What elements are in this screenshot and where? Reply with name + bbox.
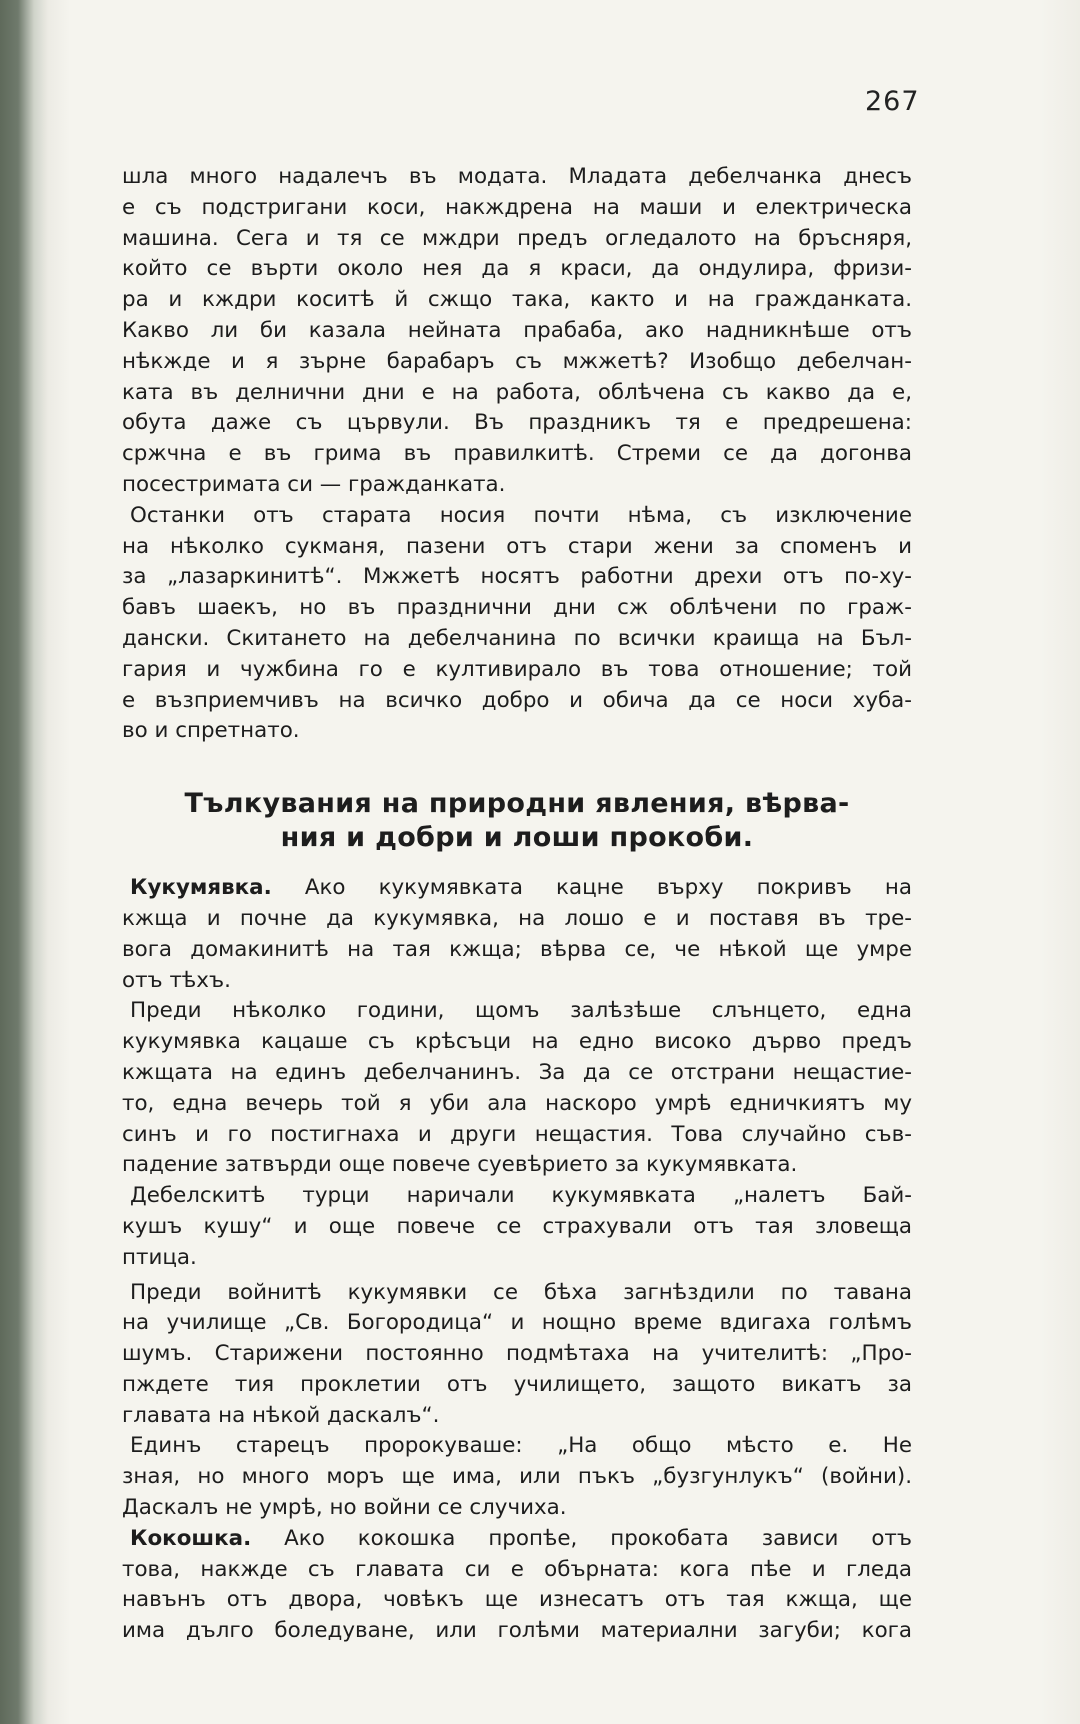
- text-line: пждете тия проклетии отъ училището, защото викатъ за: [122, 1371, 912, 1397]
- section-heading: [122, 787, 912, 855]
- text-line: главата на нѣкой даскалъ“.: [122, 1402, 440, 1428]
- text-line: дански. Скитането на дебелчанина по всички краища на Бъл-: [122, 625, 912, 651]
- term-kokoshka: Кокошка.: [130, 1525, 252, 1551]
- text-line: навънъ отъ двора, човѣкъ ще изнесатъ отъ тая кжща, ще: [122, 1587, 912, 1613]
- page-number: 267: [865, 86, 920, 117]
- text-line: обута даже съ цървули. Въ праздникъ тя е предрешена:: [122, 410, 912, 436]
- text-line: това, накжде съ главата си е обърната: кога пѣе и гледа: [122, 1556, 912, 1582]
- text-line: ката въ делнични дни е на работа, облѣчена съ какво да е,: [122, 379, 912, 405]
- text-line: Единъ старецъ пророкуваше: „На общо мѣсто е. Не: [130, 1433, 912, 1459]
- text-line: шла много надалечъ въ модата. Младата дебелчанка днесъ: [122, 164, 912, 189]
- text-line: нѣкжде и я зърне барабаръ съ мжжетѣ? Изобщо дебелчан-: [122, 348, 912, 374]
- text-line: посестримата си — гражданката.: [122, 471, 506, 497]
- text-line: кжщата на единъ дебелчанинъ. За да се отстрани нещастие-: [122, 1059, 912, 1085]
- paragraph-costume: [122, 501, 912, 747]
- text-line: [122, 873, 912, 904]
- text-line: кушъ кушу“ и още повече се страхували отъ тая зловеща: [122, 1213, 912, 1239]
- text-line: Останки отъ старата носия почти нѣма, съ изключение: [130, 502, 912, 528]
- paragraph-turks: [122, 1181, 912, 1273]
- text-line: то, една вечерь той я уби ала наскоро умрѣ едничкиятъ му: [122, 1090, 912, 1116]
- text-line: вога домакинитѣ на тая кжща; вѣрва се, че нѣкой ще умре: [122, 936, 912, 962]
- text-line: [122, 1524, 912, 1555]
- text-fragment: Ако кукумявката кацне върху покривъ на: [271, 875, 912, 901]
- text-line: отъ тѣхъ.: [122, 967, 231, 993]
- paragraph-fashion: [122, 162, 912, 501]
- page-text: [122, 162, 912, 1647]
- text-line: Какво ли би казала нейната прабаба, ако надникнѣше отъ: [122, 317, 912, 343]
- text-line: ра и кждри коситѣ й сжщо така, както и на гражданката.: [122, 287, 912, 313]
- text-line: има дълго боледуване, или голѣми материални загуби; кога: [122, 1618, 912, 1644]
- text-line: Преди нѣколко години, щомъ залѣзѣше слънцето, една: [130, 998, 912, 1024]
- text-line: машина. Сега и тя се мждри предъ огледалото на бръсняря,: [122, 225, 912, 251]
- heading-line: ния и добри и лоши прокоби.: [280, 822, 754, 854]
- text-line: бавъ шаекъ, но въ празднични дни сж облѣчени по граж-: [122, 595, 912, 621]
- text-line: сржчна е въ грима въ правилкитѣ. Стреми се да догонва: [122, 441, 912, 467]
- paragraph-kukumyavka: [122, 873, 912, 996]
- text-line: зная, но много моръ ще има, или пъкъ „бузгунлукъ“ (войни).: [122, 1464, 912, 1490]
- text-line: е възприемчивъ на всичко добро и обича да се носи хуба-: [122, 687, 912, 713]
- term-kukumyavka: Кукумявка.: [130, 875, 272, 901]
- text-line: кукумявка кацаше съ крѣсъци на едно високо дърво предъ: [122, 1029, 912, 1055]
- paragraph-kokoshka: [122, 1524, 912, 1647]
- paragraph-prophecy: [122, 1431, 912, 1523]
- text-line: синъ и го постигнаха и други нещастия. Това случайно съв-: [122, 1121, 912, 1147]
- text-line: падение затвърди още повече суевѣрието за кукумявката.: [122, 1152, 798, 1178]
- text-line: е съ подстригани коси, накждрена на маши и електрическа: [122, 194, 912, 220]
- text-fragment: Ако кокошка пропѣе, прокобата зависи отъ: [251, 1525, 912, 1551]
- text-line: на училище „Св. Богородица“ и нощно време вдигаха голѣмъ: [122, 1310, 912, 1336]
- text-line: во и спретнато.: [122, 718, 300, 744]
- text-line: кжща и почне да кукумявка, на лошо е и поставя въ тре-: [122, 905, 912, 931]
- text-line: птица.: [122, 1244, 197, 1270]
- text-line: който се върти около нея да я краси, да ондулира, фризи-: [122, 256, 912, 282]
- text-line: Дебелскитѣ турци наричали кукумявката „налетъ Бай-: [130, 1183, 912, 1209]
- text-line: на нѣколко сукманя, пазени отъ стари жени за споменъ и: [122, 533, 912, 559]
- paragraph-school: [122, 1278, 912, 1432]
- text-line: гария и чужбина го е култивирало въ това отношение; той: [122, 656, 912, 682]
- text-line: шумъ. Старижени постоянно подмѣтаха на учителитѣ: „Про-: [122, 1341, 912, 1367]
- text-line: Преди войнитѣ кукумявки се бѣха загнѣздили по тавана: [130, 1279, 912, 1305]
- text-line: за „лазаркинитѣ“. Мжжетѣ носятъ работни дрехи отъ по-ху-: [122, 564, 912, 590]
- text-line: Даскалъ не умрѣ, но войни се случиха.: [122, 1495, 567, 1521]
- paragraph-story: [122, 996, 912, 1181]
- heading-line: Тълкувания на природни явления, вѣрва-: [184, 788, 850, 820]
